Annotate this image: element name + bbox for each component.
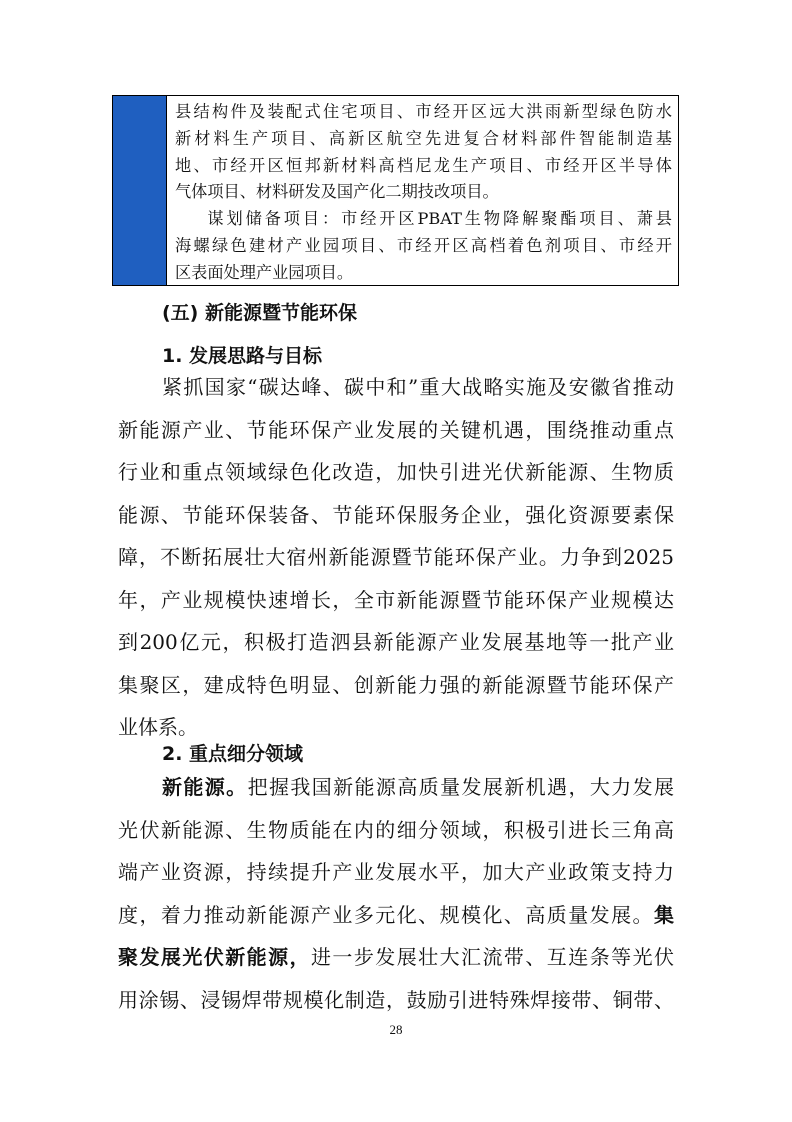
line-text: 把握我国新能源高质量发展新机遇，大力发展 xyxy=(247,775,675,799)
box-color-bar xyxy=(113,96,167,285)
paragraph-line: 用涂锡、浸锡焊带规模化制造，鼓励引进特殊焊接带、铜带、 xyxy=(118,987,674,1012)
bold-term: 聚发展光伏新能源， xyxy=(118,945,311,969)
paragraph-new-energy xyxy=(118,766,674,1021)
line-text: 进一步发展壮大汇流带、互连条等光伏 xyxy=(310,945,675,969)
bold-term: 集 xyxy=(654,902,674,927)
box-text xyxy=(175,99,672,287)
section-title: (五) 新能源暨节能环保 xyxy=(162,302,357,324)
box-line: 县结构件及装配式住宅项目、市经开区远大洪雨新型绿色防水 xyxy=(175,102,672,121)
page-number: 28 xyxy=(389,1022,403,1037)
paragraph-line: 集聚区，建成特色明显、创新能力强的新能源暨节能环保产 xyxy=(118,672,674,697)
paragraph-line: 年，产业规模快速增长，全市新能源暨节能环保产业规模达 xyxy=(118,587,674,612)
paragraph-line: 新能源产业、节能环保产业发展的关键机遇，围绕推动重点 xyxy=(118,417,674,442)
line-text: 度，着力推动新能源产业多元化、规模化、高质量发展。 xyxy=(118,902,654,927)
box-reserve-line: 区表面处理产业园项目。 xyxy=(175,262,354,282)
paragraph-line xyxy=(118,936,674,979)
paragraph-line xyxy=(118,894,674,937)
paragraph-goals xyxy=(118,366,674,749)
subheading-development-goals: 1. 发展思路与目标 xyxy=(162,345,323,367)
lead-term: 新能源。 xyxy=(162,775,248,799)
paragraph-line: 能源、节能环保装备、节能环保服务企业，强化资源要素保 xyxy=(118,502,674,527)
paragraph-line: 行业和重点领域绿色化改造，加快引进光伏新能源、生物质 xyxy=(118,460,674,484)
box-line: 新材料生产项目、高新区航空先进复合材料部件智能制造基 xyxy=(175,128,672,148)
paragraph-line: 光伏新能源、生物质能在内的细分领域，积极引进长三角高 xyxy=(118,817,674,842)
project-list-box xyxy=(112,95,679,286)
box-line: 地、市经开区恒邦新材料高档尼龙生产项目、市经开区半导体 xyxy=(175,155,672,175)
subheading-key-segments: 2. 重点细分领域 xyxy=(162,743,304,765)
paragraph-line xyxy=(118,766,674,809)
paragraph-line: 障，不断拓展壮大宿州新能源暨节能环保产业。力争到2025 xyxy=(118,545,674,569)
paragraph-line: 业体系。 xyxy=(118,715,198,739)
box-line: 气体项目、材料研发及国产化二期技改项目。 xyxy=(175,182,499,202)
box-reserve-line: 谋划储备项目：市经开区PBAT生物降解聚酯项目、萧县 xyxy=(207,209,672,229)
paragraph-line: 紧抓国家“碳达峰、碳中和”重大战略实施及安徽省推动 xyxy=(162,375,674,399)
paragraph-line: 到200亿元，积极打造泗县新能源产业发展基地等一批产业 xyxy=(118,630,674,654)
box-reserve-line: 海螺绿色建材产业园项目、市经开区高档着色剂项目、市经开 xyxy=(175,235,672,255)
paragraph-line: 端产业资源，持续提升产业发展水平，加大产业政策支持力 xyxy=(118,860,674,884)
